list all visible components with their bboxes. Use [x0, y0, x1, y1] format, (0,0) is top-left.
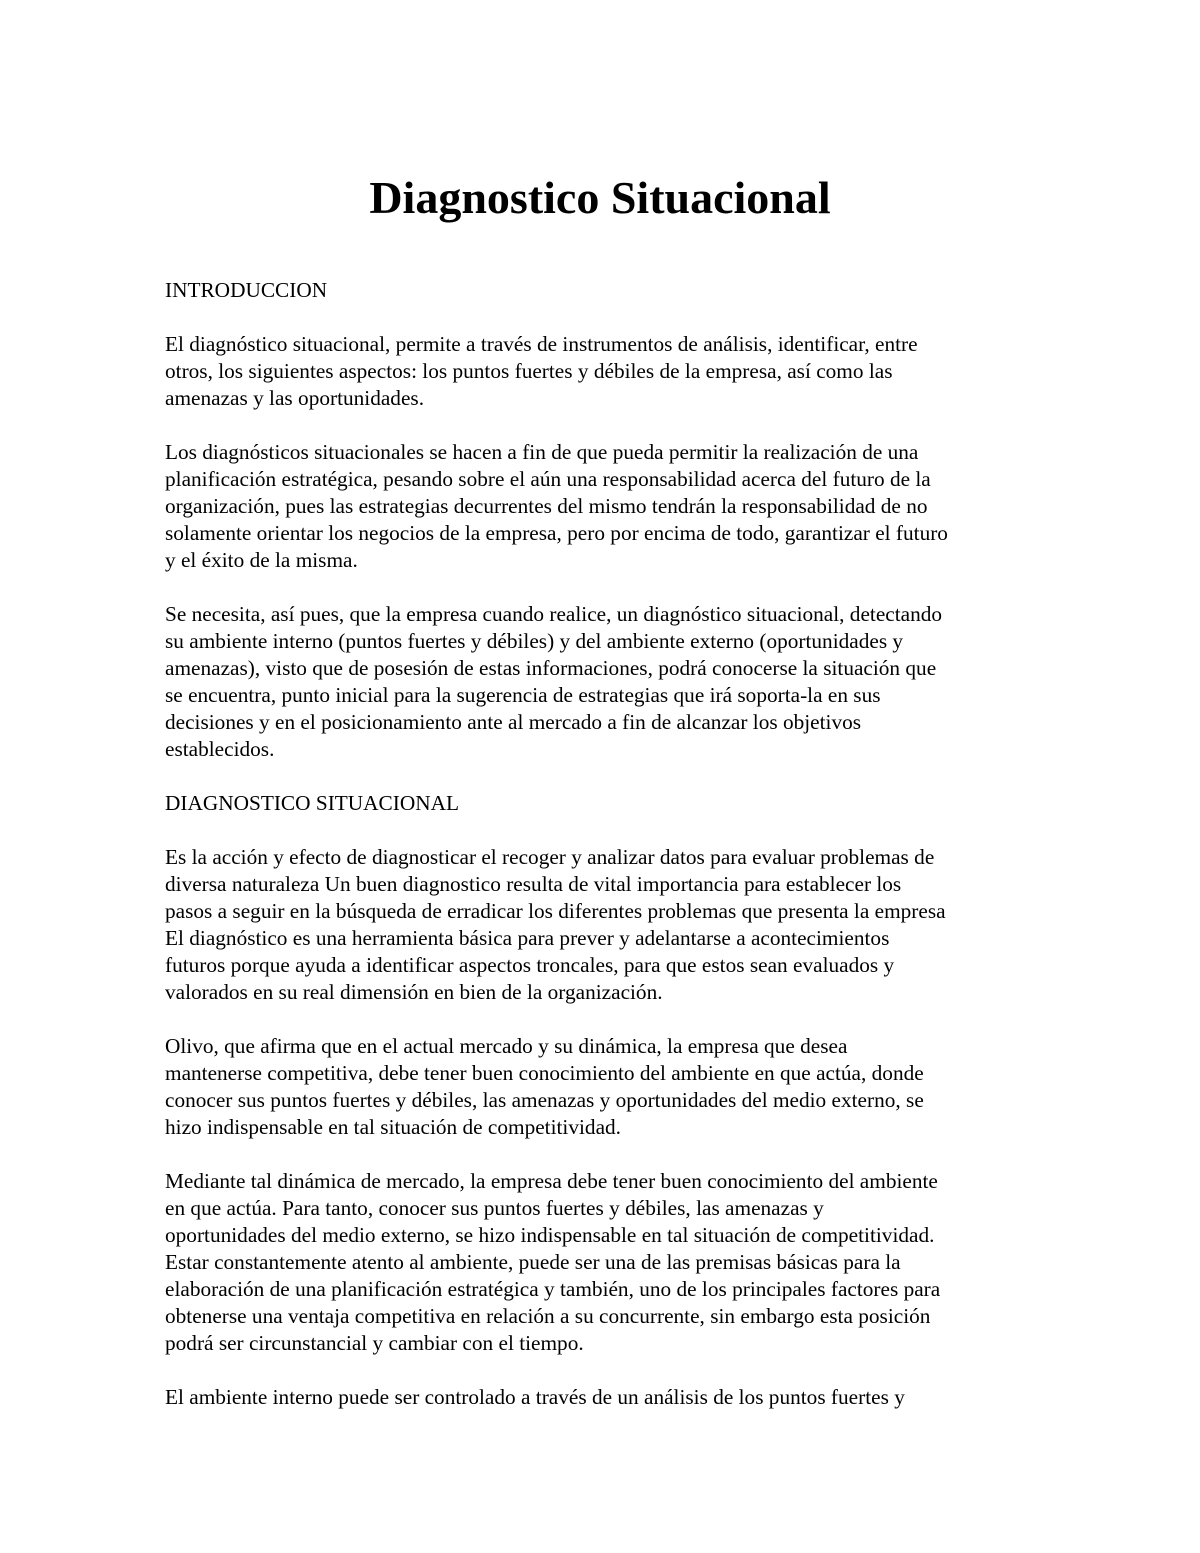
text-line: planificación estratégica, pesando sobre el aún una responsabilidad acerca del futuro de la [165, 467, 931, 491]
text-line: obtenerse una ventaja competitiva en relación a su concurrente, sin embargo esta posición [165, 1304, 931, 1328]
text-line: establecidos. [165, 737, 275, 761]
paragraph [165, 1168, 1045, 1357]
section-heading-introduccion [165, 277, 1045, 304]
section-heading-diagnostico-situacional [165, 790, 1045, 817]
text-line: conocer sus puntos fuertes y débiles, las amenazas y oportunidades del medio externo, se [165, 1088, 924, 1112]
paragraph [165, 1384, 1045, 1411]
text-line: hizo indispensable en tal situación de competitividad. [165, 1115, 621, 1139]
paragraph [165, 331, 1045, 412]
text-line: se encuentra, punto inicial para la sugerencia de estrategias que irá soporta-la en sus [165, 683, 881, 707]
text-line: diversa naturaleza Un buen diagnostico resulta de vital importancia para establecer los [165, 872, 902, 896]
text-line: elaboración de una planificación estratégica y también, uno de los principales factores para [165, 1277, 941, 1301]
text-line: valorados en su real dimensión en bien de la organización. [165, 980, 663, 1004]
text-line: DIAGNOSTICO SITUACIONAL [165, 791, 459, 815]
text-line: oportunidades del medio externo, se hizo indispensable en tal situación de competitividad. [165, 1223, 935, 1247]
text-line: otros, los siguientes aspectos: los puntos fuertes y débiles de la empresa, así como las [165, 359, 893, 383]
text-line: solamente orientar los negocios de la empresa, pero por encima de todo, garantizar el futuro [165, 521, 948, 545]
document-title: Diagnostico Situacional [369, 172, 831, 223]
paragraph [165, 439, 1045, 574]
text-line: Olivo, que afirma que en el actual mercado y su dinámica, la empresa que desea [165, 1034, 848, 1058]
text-line: amenazas), visto que de posesión de estas informaciones, podrá conocerse la situación que [165, 656, 937, 680]
text-line: INTRODUCCION [165, 278, 328, 302]
text-line: en que actúa. Para tanto, conocer sus puntos fuertes y débiles, las amenazas y [165, 1196, 824, 1220]
text-line: El diagnóstico situacional, permite a través de instrumentos de análisis, identificar, entre [165, 332, 918, 356]
document-body [165, 277, 1045, 1438]
text-line: pasos a seguir en la búsqueda de erradicar los diferentes problemas que presenta la empresa [165, 899, 946, 923]
text-line: Mediante tal dinámica de mercado, la empresa debe tener buen conocimiento del ambiente [165, 1169, 938, 1193]
text-line: organización, pues las estrategias decurrentes del mismo tendrán la responsabilidad de no [165, 494, 928, 518]
paragraph [165, 601, 1045, 763]
text-line: Es la acción y efecto de diagnosticar el recoger y analizar datos para evaluar problemas de [165, 845, 935, 869]
text-line: futuros porque ayuda a identificar aspectos troncales, para que estos sean evaluados y [165, 953, 895, 977]
text-line: decisiones y en el posicionamiento ante al mercado a fin de alcanzar los objetivos [165, 710, 862, 734]
text-line: Se necesita, así pues, que la empresa cuando realice, un diagnóstico situacional, detectando [165, 602, 943, 626]
text-line: podrá ser circunstancial y cambiar con el tiempo. [165, 1331, 584, 1355]
text-line: Los diagnósticos situacionales se hacen a fin de que pueda permitir la realización de una [165, 440, 919, 464]
text-line: y el éxito de la misma. [165, 548, 358, 572]
text-line: El diagnóstico es una herramienta básica para prever y adelantarse a acontecimientos [165, 926, 890, 950]
paragraph [165, 1033, 1045, 1141]
text-line: Estar constantemente atento al ambiente, puede ser una de las premisas básicas para la [165, 1250, 901, 1274]
text-line: El ambiente interno puede ser controlado a través de un análisis de los puntos fuertes y [165, 1385, 905, 1409]
text-line: su ambiente interno (puntos fuertes y débiles) y del ambiente externo (oportunidades y [165, 629, 904, 653]
text-line: mantenerse competitiva, debe tener buen conocimiento del ambiente en que actúa, donde [165, 1061, 924, 1085]
paragraph [165, 844, 1045, 1006]
text-line: amenazas y las oportunidades. [165, 386, 425, 410]
